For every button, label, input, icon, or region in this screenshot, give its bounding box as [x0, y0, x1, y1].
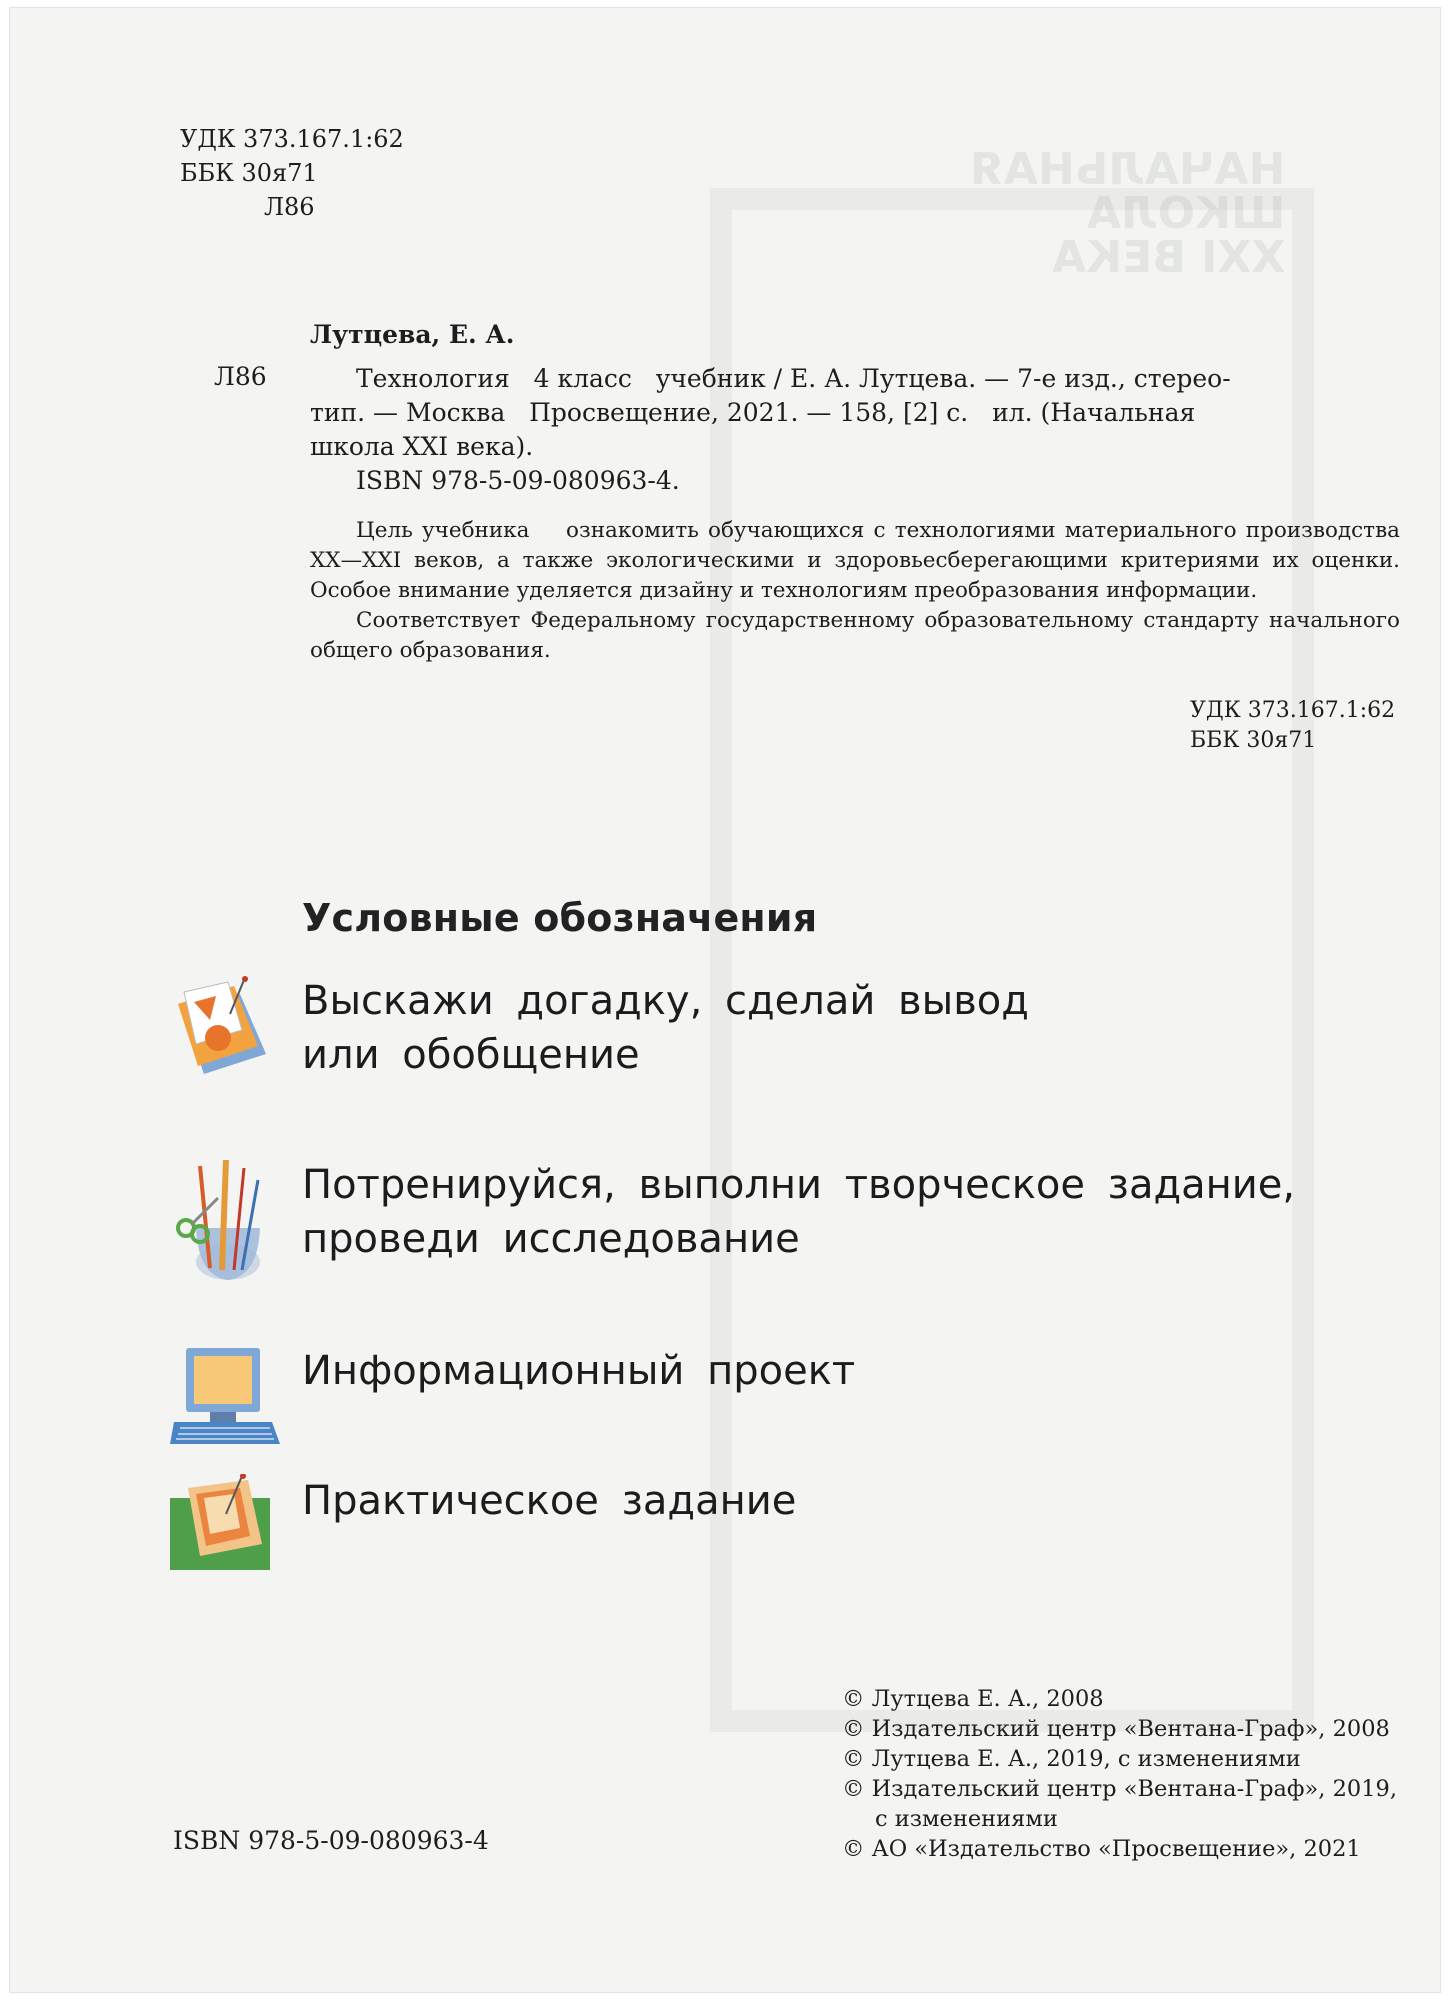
copyright-line: © Издательский центр «Вентана-Граф», 2019,: [842, 1776, 1398, 1802]
udc-code-right: УДК 373.167.1:62: [1190, 698, 1396, 723]
record-isbn: ISBN 978-5-09-080963-4.: [356, 466, 680, 495]
classification-block: [180, 122, 404, 224]
legend-item-creative-line-2: проведи исследование: [302, 1216, 800, 1262]
legend-item-creative: [170, 1158, 1410, 1288]
bbk-code: ББК 30я71: [180, 159, 318, 187]
legend-item-info-project-line-1: Информационный проект: [302, 1348, 856, 1394]
copyright-block: [842, 1684, 1397, 1864]
page: [10, 8, 1440, 1992]
legend-title: Условные обозначения: [302, 896, 818, 940]
record-line-2: тип. — Москва Просвещение, 2021. — 158, [2] с. ил. (Начальная: [310, 398, 1196, 427]
legend-item-idea-label: [302, 974, 1029, 1082]
practical-task-icon: [170, 1474, 280, 1578]
copyright-line: с изменениями: [875, 1806, 1058, 1832]
copyright-line: © Лутцева Е. А., 2008: [842, 1686, 1104, 1712]
copyright-line: © Издательский центр «Вентана-Граф», 2008: [842, 1716, 1390, 1742]
legend-item-info-project-label: [302, 1344, 855, 1398]
legend-item-idea-line-2: или обобщение: [302, 1032, 640, 1078]
legend-item-creative-label: [302, 1158, 1295, 1266]
author-mark: Л86: [264, 193, 315, 221]
copyright-line: © АО «Издательство «Просвещение», 2021: [842, 1836, 1361, 1862]
legend-item-practical: [170, 1474, 1410, 1584]
record-line-1: Технология 4 класс учебник / Е. А. Лутцева. — 7-е изд., стерео-: [356, 364, 1231, 393]
annotation-paragraph-2: Соответствует Федеральному государственному образовательному стандарту начального общего образования.: [310, 608, 1400, 663]
annotation-paragraph-1: Цель учебника ознакомить обучающихся с технологиями материального производства XX—XXI веков, а также экологическими и здоровьесберегающими критериями их оценки. Особое внимание уделяется дизайну и технологиям преобразования информации.: [310, 518, 1407, 603]
legend-item-practical-line-1: Практическое задание: [302, 1478, 797, 1524]
legend-item-creative-line-1: Потренируйся, выполни творческое задание,: [302, 1162, 1296, 1208]
record-author-mark: Л86: [214, 362, 267, 391]
legend-item-idea: [170, 974, 1410, 1094]
copyright-line: © Лутцева Е. А., 2019, с изменениями: [842, 1746, 1301, 1772]
bbk-code-right: ББК 30я71: [1190, 728, 1317, 753]
computer-icon: [170, 1344, 280, 1452]
isbn-bottom: ISBN 978-5-09-080963-4: [173, 1826, 489, 1855]
legend-item-info-project: [170, 1344, 1410, 1454]
legend-item-practical-label: [302, 1474, 796, 1528]
record-author: Лутцева, Е. А.: [310, 320, 515, 349]
brushes-cup-icon: [170, 1158, 280, 1292]
classification-right: [1190, 696, 1395, 756]
idea-paper-icon: [170, 974, 280, 1088]
annotation: [310, 516, 1407, 666]
record-line-3: школа XXI века).: [310, 432, 534, 461]
udc-code: УДК 373.167.1:62: [180, 125, 404, 153]
show-through-logo: НАЧАЛЬНАЯ ШКОЛА XXI ВЕКА: [970, 144, 1286, 283]
legend-item-idea-line-1: Выскажи догадку, сделай вывод: [302, 978, 1029, 1024]
record-description: [310, 362, 1400, 498]
